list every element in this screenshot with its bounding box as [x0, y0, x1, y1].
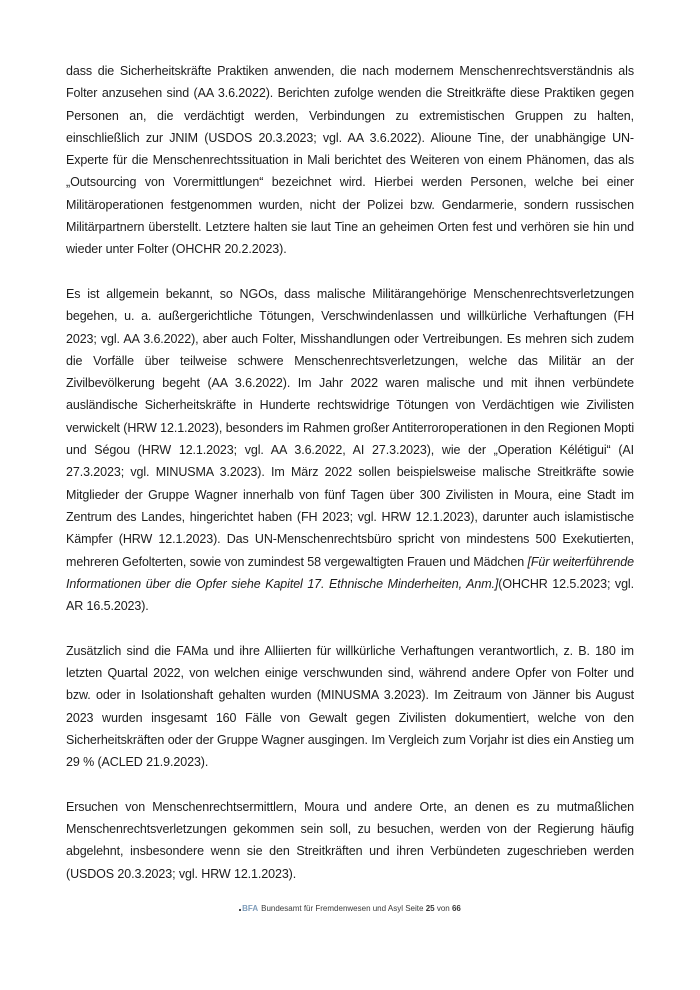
footer-page-label: Seite	[405, 904, 424, 913]
text-segment: dass die Sicherheitskräfte Praktiken anwenden, die nach modernem Menschenrechtsverständnis als Folter anzusehen sind (AA 3.6.2022). Berichten zufolge wenden die Streitkräfte diese Praktiken gegen Personen an, die verdächtigt werden, Verbindungen zu extremistischen Gruppen zu halten, einschließlich zur JNIM (USDOS 20.3.2023; vgl. AA 3.6.2022). Alioune Tine, der unabhängige UN-Experte für die Menschenrechtssituation in Mali berichtet des Weiteren von einem Phänomen, das als „Outsourcing von Vorermittlungen“ bezeichnet wird. Hierbei werden Personen, welche bei einer Militäroperationen festgenommen wurden, nicht der Polizei bzw. Gendarmerie, sondern russischen Militärpartnern überstellt. Letztere halten sie laut Tine an geheimen Orten fest und verhören sie hin und wieder unter Folter (OHCHR 20.2.2023).	[66, 64, 634, 257]
paragraph	[66, 796, 634, 885]
text-segment: Es ist allgemein bekannt, so NGOs, dass malische Militärangehörige Menschenrechtsverletzungen begehen, u. a. außergerichtliche Tötungen, Verschwindenlassen und willkürliche Verhaftungen (FH 2023; vgl. AA 3.6.2022), aber auch Folter, Misshandlungen oder Vertreibungen. Es mehren sich zudem die Vorfälle über teilweise schwere Menschenrechtsverletzungen, welche das Militär an der Zivilbevölkerung begeht (AA 3.6.2022). Im Jahr 2022 waren malische und mit ihnen verbündete ausländische Sicherheitskräfte in Hunderte rechtswidrige Tötungen von Verdächtigen wie Zivilisten verwickelt (HRW 12.1.2023), besonders im Rahmen großer Antiterroroperationen in den Regionen Mopti und Ségou (HRW 12.1.2023; vgl. AA 3.6.2022, AI 27.3.2023), wie der „Operation Kélétigui“ (AI 27.3.2023; vgl. MINUSMA 3.2023). Im März 2022 sollen beispielsweise malische Streitkräfte sowie Mitglieder der Gruppe Wagner innerhalb von fünf Tagen über 300 Zivilisten in Moura, eine Stadt im Zentrum des Landes, hingerichtet haben (FH 2023; vgl. HRW 12.1.2023), darunter auch islamistische Kämpfer (HRW 12.1.2023). Das UN-Menschenrechtsbüro spricht von mindestens 500 Exekutierten, mehreren Gefolterten, sowie von zumindest 58 vergewaltigten Frauen und Mädchen	[66, 286, 634, 569]
footer-page-current: 25	[425, 904, 435, 913]
paragraph	[66, 60, 634, 261]
footer-page-total: 66	[451, 904, 461, 913]
text-segment: Ersuchen von Menschenrechtsermittlern, Moura und andere Orte, an denen es zu mutmaßlichen Menschenrechtsverletzungen gekommen sein soll, zu besuchen, werden von der Regierung häufig abgelehnt, insbesondere wenn sie den Streitkräften und ihren Verbündeten zugeschrieben werden (USDOS 20.3.2023; vgl. HRW 12.1.2023).	[66, 799, 634, 881]
document-body	[66, 60, 634, 907]
text-segment: (OHCHR 12.5.2023; vgl. AR 16.5.2023).	[66, 576, 634, 614]
paragraph	[66, 640, 634, 774]
page-footer	[0, 903, 700, 915]
text-segment: Zusätzlich sind die FAMa und ihre Alliierten für willkürliche Verhaftungen verantwortlich, z. B. 180 im letzten Quartal 2022, von welchen einige verschwunden sind, während andere Opfer von Folter und bzw. oder in Isolationshaft gehalten wurden (MINUSMA 3.2023). Im Zeitraum von Jänner bis August 2023 wurden insgesamt 160 Fälle von Gewalt gegen Zivilisten dokumentiert, welche von den Sicherheitskräften oder der Gruppe Wagner ausgingen. Im Vergleich zum Vorjahr ist dies ein Anstieg um 29 % (ACLED 21.9.2023).	[66, 643, 634, 770]
footer-office-name: Bundesamt für Fremdenwesen und Asyl	[261, 904, 403, 913]
bfa-logo: BFA	[242, 904, 259, 913]
footer-page-separator: von	[436, 904, 450, 913]
bfa-logo-mark-icon	[239, 909, 241, 911]
text-segment-italic: [Für weiterführende Informationen über die Opfer siehe Kapitel 17. Ethnische Minderheiten, Anm.]	[66, 554, 634, 591]
paragraph	[66, 283, 634, 617]
